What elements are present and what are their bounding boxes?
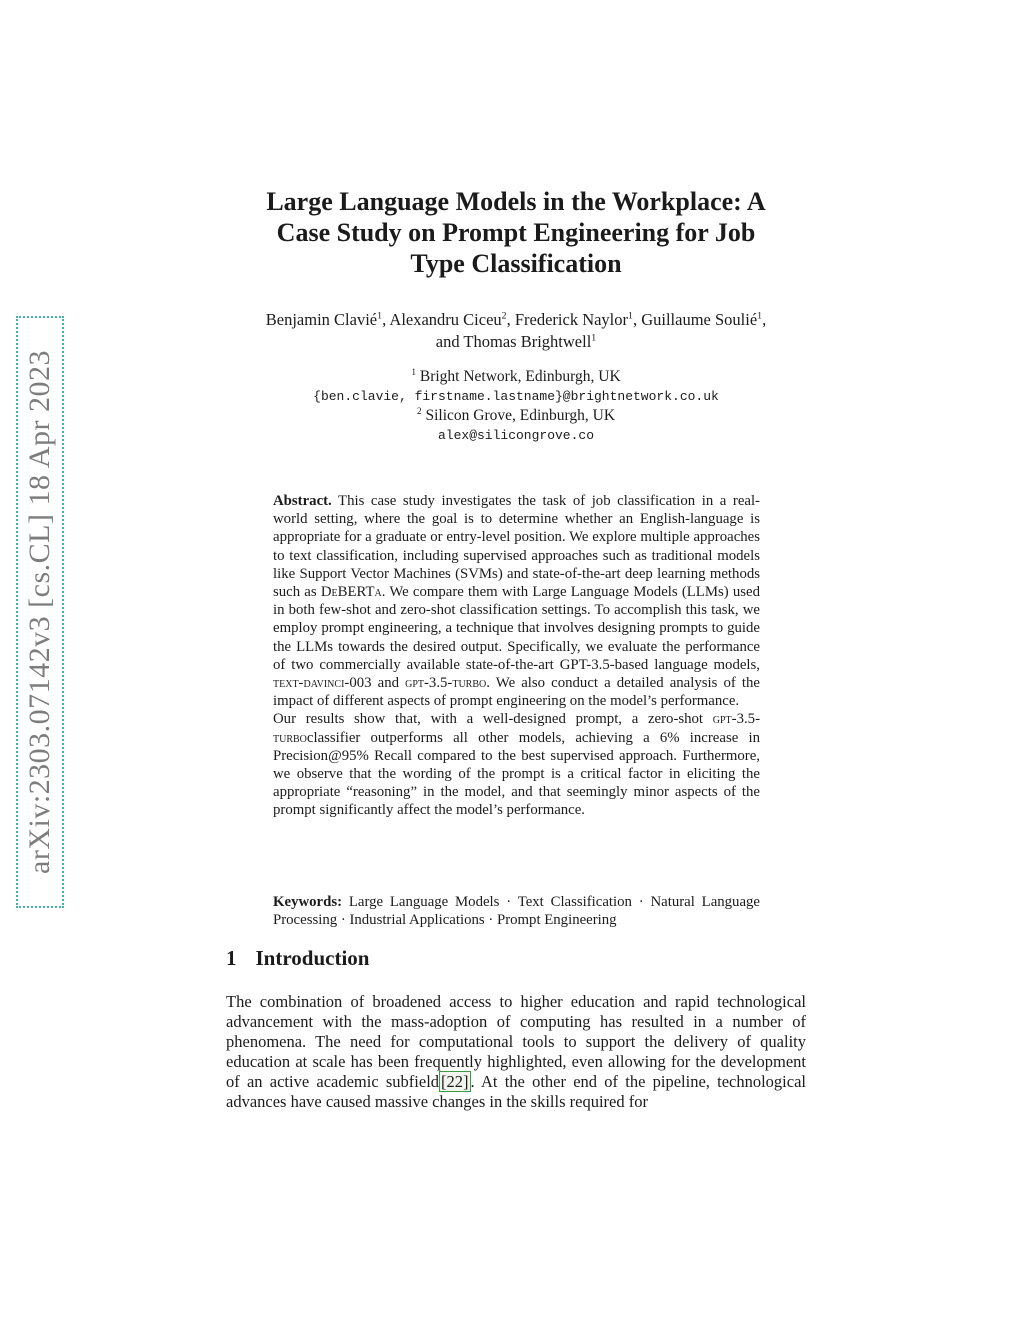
citation-link[interactable]: [22] <box>441 1072 469 1091</box>
affiliation-line-2: $^2$ Silicon Grove, Edinburgh, UK <box>416 406 616 424</box>
title-line-1: Large Language Models in the Workplace: A <box>266 187 766 216</box>
author-line-2: and Thomas Brightwell$^1$ <box>435 332 597 351</box>
paper-title <box>226 186 806 279</box>
author-line-1: Benjamin Clavié$^1$, Alexandru Ciceu$^2$, Frederick Naylor$^1$, Guillaume Soulié$^1$, <box>265 310 767 329</box>
abstract-paragraph-1: Abstract. This case study investigates the task of job classification in a real-world setting, where the goal is to determine whether an English-language is appropriate for a graduate or entry-level position. We explore multiple approaches to text classification, including supervised approaches such as traditional models like Support Vector Machines (SVMs) and state-of-the-art deep learning methods such as DeBERTa. We compare them with Large Language Models (LLMs) used in both few-shot and zero-shot classification settings. To accomplish this task, we employ prompt engineering, a technique that involves designing prompts to guide the LLMs towards the desired output. Specifically, we evaluate the performance of two commercially available state-of-the-art GPT-3.5-based language models, text-davinci-003 and gpt-3.5-turbo. We also conduct a detailed analysis of the impact of different aspects of prompt engineering on the model’s performance. <box>273 493 760 710</box>
arxiv-watermark-text: arXiv:2303.07142v3 [cs.CL] 18 Apr 2023 <box>23 350 56 874</box>
section-title: Introduction <box>255 946 370 970</box>
section-number: 1 <box>226 946 237 970</box>
abstract-paragraph-2: Our results show that, with a well-designed prompt, a zero-shot gpt-3.5-turboclassifier outperforms all other models, achieving a 6% increase in Precision@95% Recall compared to the best supervised approach. Furthermore, we observe that the wording of the prompt is a critical factor in eliciting the appropriate “reasoning” in the model, and that seemingly minor aspects of the prompt significantly affect the model’s performance. <box>273 711 760 819</box>
section-1-heading <box>226 946 806 971</box>
affiliation-line-1: $^1$ Bright Network, Edinburgh, UK <box>411 367 621 385</box>
intro-paragraph: The combination of broadened access to higher education and rapid technological advancement with the mass-adoption of computing has resulted in a number of phenomena. The need for computational tools to support the delivery of quality education at scale has been frequently highlighted, even allowing for the development of an active academic subfield [22] . At the other end of the pipeline, technological advances have caused massive changes in the skills required for <box>226 992 806 1111</box>
affiliation-email-1: {ben.clavie, firstname.lastname}@brightnetwork.co.uk <box>313 389 719 404</box>
paper-content <box>226 0 806 1325</box>
authors-block <box>226 309 806 353</box>
arxiv-watermark <box>16 316 64 908</box>
keywords-line: Keywords: Large Language Models · Text Classification · Natural Language Processing · Industrial Applications · Prompt Engineering <box>273 893 760 928</box>
title-line-2: Case Study on Prompt Engineering for Job <box>276 218 756 247</box>
affiliations-block <box>226 367 806 445</box>
affiliation-email-2: alex@silicongrove.co <box>437 428 595 443</box>
abstract-section <box>273 492 760 820</box>
title-line-3: Type Classification <box>410 249 622 278</box>
